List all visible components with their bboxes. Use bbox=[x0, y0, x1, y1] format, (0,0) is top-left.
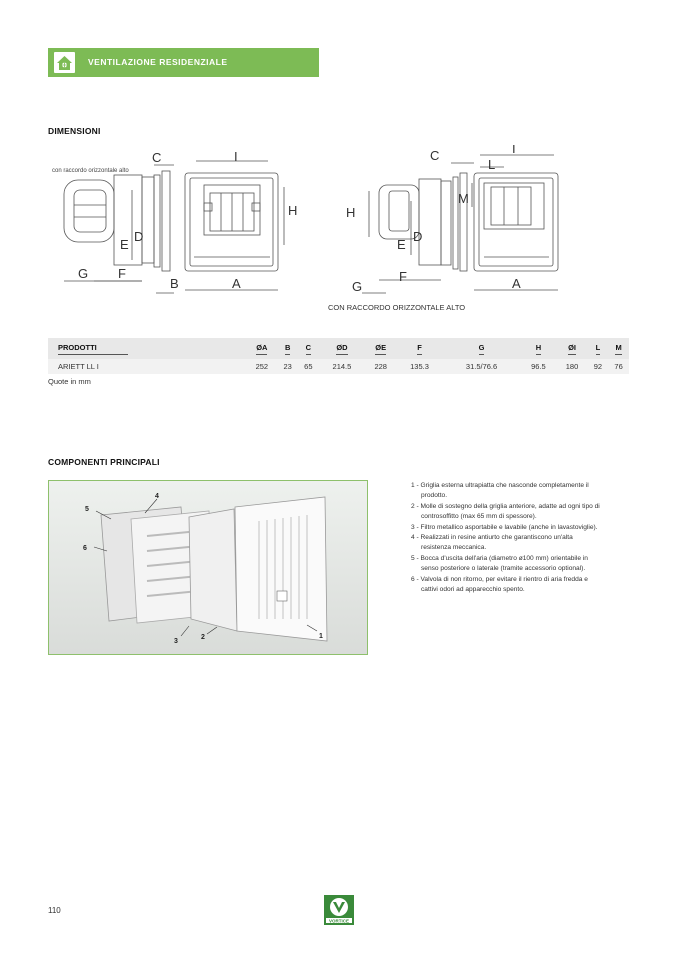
svg-text:VORTICE: VORTICE bbox=[328, 918, 350, 924]
components-list bbox=[411, 481, 601, 595]
dim-label-d-right: D bbox=[413, 229, 423, 244]
table-cell: ARIETT LL I bbox=[48, 359, 246, 374]
dim-label-h: H bbox=[288, 203, 298, 218]
table-cell: 31.5/76.6 bbox=[443, 359, 521, 374]
dim-label-c-right: C bbox=[430, 148, 440, 163]
table-cell: 228 bbox=[365, 359, 396, 374]
dim-label-i-right: I bbox=[512, 145, 516, 156]
dimension-drawing bbox=[44, 145, 584, 303]
page-number: 110 bbox=[48, 906, 61, 915]
dim-label-d: D bbox=[134, 229, 144, 244]
dim-label-c: C bbox=[152, 150, 162, 165]
table-header: H bbox=[520, 338, 556, 359]
table-cell: 214.5 bbox=[319, 359, 366, 374]
dim-label-i: I bbox=[234, 149, 238, 164]
table-header: ØI bbox=[557, 338, 588, 359]
dim-label-l: L bbox=[488, 157, 496, 172]
table-cell: 135.3 bbox=[396, 359, 443, 374]
table-header: G bbox=[443, 338, 521, 359]
table-header: PRODOTTI bbox=[48, 338, 246, 359]
drawing-caption: CON RACCORDO ORIZZONTALE ALTO bbox=[328, 303, 466, 312]
list-item: 4 - Realizzati in resine antiurto che garantiscono un'alta resistenza meccanica. bbox=[411, 534, 573, 552]
dim-label-b: B bbox=[170, 276, 179, 291]
callout-2: 2 bbox=[201, 634, 205, 641]
callout-6: 6 bbox=[83, 545, 87, 552]
dim-label-e: E bbox=[120, 237, 129, 252]
table-header: C bbox=[298, 338, 319, 359]
list-item: 3 - Filtro metallico asportabile e lavabile (anche in lavastoviglie). bbox=[411, 523, 598, 531]
dim-label-m: M bbox=[458, 191, 469, 206]
dim-label-a: A bbox=[232, 276, 241, 291]
list-item: 2 - Molle di sostegno della griglia anteriore, adatte ad ogni tipo di controsoffitto (max 65 mm di spessore). bbox=[411, 502, 600, 521]
table-cell: 65 bbox=[298, 359, 319, 374]
callout-3: 3 bbox=[174, 638, 178, 645]
dim-label-g-right: G bbox=[352, 279, 363, 294]
product-photo bbox=[48, 480, 368, 655]
components-title: COMPONENTI PRINCIPALI bbox=[48, 457, 160, 467]
table-header: M bbox=[608, 338, 629, 359]
units-note: Quote in mm bbox=[48, 377, 91, 386]
dim-label-f-right: F bbox=[399, 269, 407, 284]
list-item: 5 - Bocca d'uscita dell'aria (diametro ø100 mm) orientabile in senso posteriore o laterale (tramite accessorio optional). bbox=[411, 554, 588, 573]
table-header: L bbox=[588, 338, 609, 359]
callout-5: 5 bbox=[85, 506, 89, 513]
spec-table bbox=[48, 338, 629, 374]
fan-illustration bbox=[49, 481, 368, 655]
table-cell: 180 bbox=[557, 359, 588, 374]
table-cell: 23 bbox=[277, 359, 298, 374]
table-header: F bbox=[396, 338, 443, 359]
header-title: VENTILAZIONE RESIDENZIALE bbox=[88, 57, 228, 67]
drawing-note: con raccordo orizzontale alto bbox=[52, 168, 129, 174]
vortice-logo bbox=[324, 895, 354, 925]
table-header: ØE bbox=[365, 338, 396, 359]
list-item: 6 - Valvola di non ritorno, per evitare il rientro di aria fredda e cattivi odori ad apparecchio spento. bbox=[411, 575, 588, 594]
dim-label-h-right: H bbox=[346, 205, 356, 220]
section-header bbox=[48, 48, 319, 77]
dim-label-e-right: E bbox=[397, 237, 406, 252]
callout-4: 4 bbox=[155, 493, 159, 500]
table-header: ØA bbox=[246, 338, 277, 359]
table-header: B bbox=[277, 338, 298, 359]
table-header-row bbox=[48, 338, 629, 359]
dim-label-g: G bbox=[78, 266, 89, 281]
table-cell: 252 bbox=[246, 359, 277, 374]
house-icon bbox=[54, 52, 75, 73]
callout-1: 1 bbox=[319, 633, 323, 640]
dim-label-a-right: A bbox=[512, 276, 521, 291]
table-cell: 76 bbox=[608, 359, 629, 374]
table-row bbox=[48, 359, 629, 374]
dimensions-title: DIMENSIONI bbox=[48, 126, 101, 136]
list-item: 1 - Griglia esterna ultrapiatta che nasconde completamente il prodotto. bbox=[411, 482, 589, 500]
table-cell: 92 bbox=[588, 359, 609, 374]
table-cell: 96.5 bbox=[520, 359, 556, 374]
dim-label-f: F bbox=[118, 266, 126, 281]
table-header: ØD bbox=[319, 338, 366, 359]
